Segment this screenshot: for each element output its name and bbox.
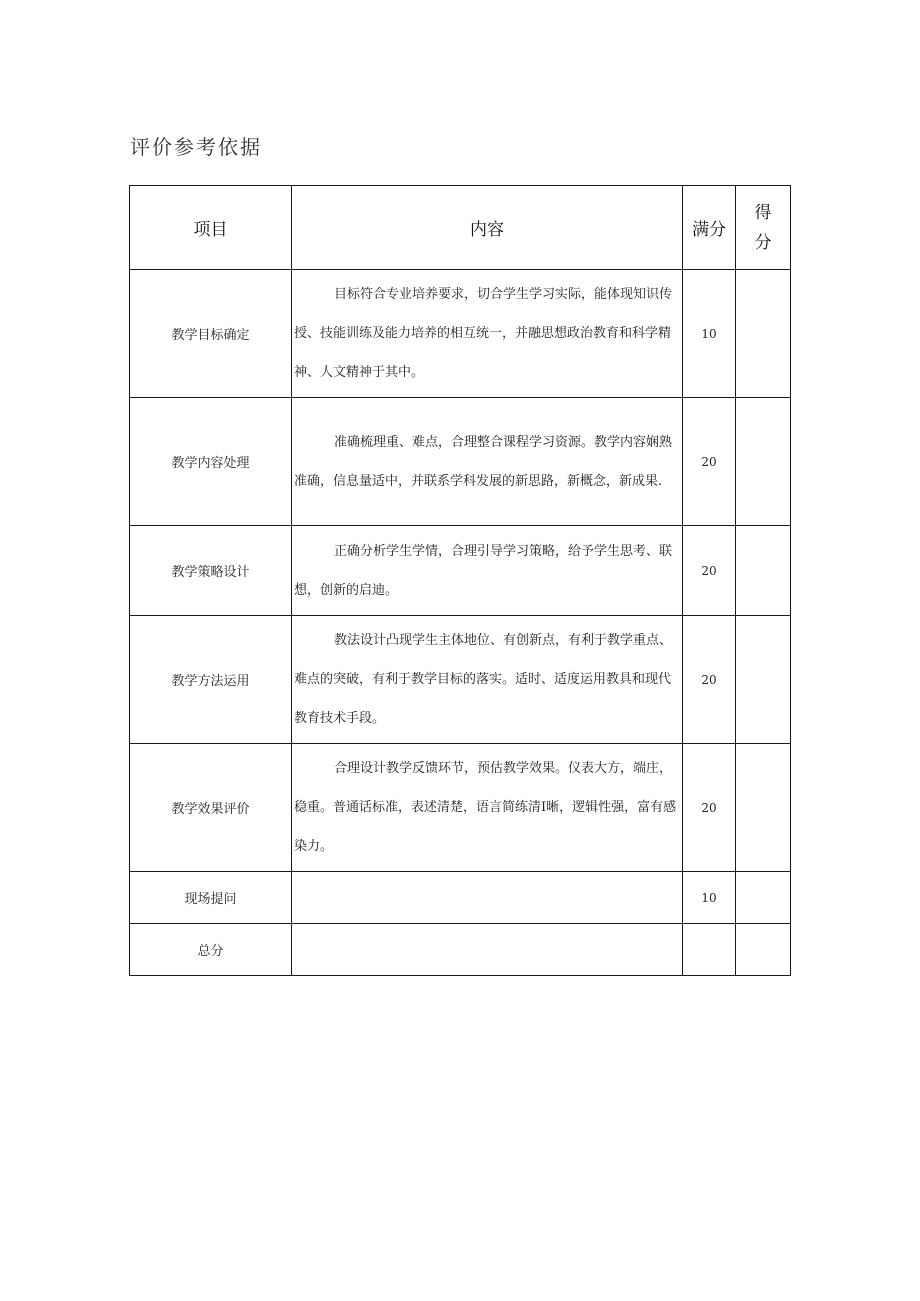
score-cell[interactable]	[736, 744, 791, 872]
content-text: 教法设计凸现学生主体地位、有创新点，有利于教学重点、难点的突破，有利于教学目标的落实。适时、适度运用教具和现代教育技术手段。	[294, 633, 673, 726]
evaluation-table	[129, 185, 791, 976]
table-row	[130, 398, 791, 526]
total-score-cell[interactable]	[736, 924, 791, 976]
content-cell	[292, 872, 683, 924]
content-cell	[292, 616, 683, 744]
table-row	[130, 270, 791, 398]
score-cell[interactable]	[736, 270, 791, 398]
total-row	[130, 924, 791, 976]
full-score-cell: 20	[683, 398, 736, 526]
full-score-cell	[683, 924, 736, 976]
content-text: 合理设计教学反馈环节，预估教学效果。仪表大方，端庄，稳重。普通话标准，表述清楚，语言简练清Ⅰ晰，逻辑性强，富有感染力。	[294, 761, 677, 854]
table-row	[130, 872, 791, 924]
item-cell: 教学方法运用	[130, 616, 292, 744]
content-cell	[292, 924, 683, 976]
item-cell: 教学内容处理	[130, 398, 292, 526]
header-score-top: 得	[754, 202, 772, 223]
full-score-cell: 20	[683, 744, 736, 872]
full-score-cell: 20	[683, 616, 736, 744]
item-cell: 教学目标确定	[130, 270, 292, 398]
page-title: 评价参考依据	[130, 135, 262, 159]
header-item: 项目	[130, 186, 292, 270]
item-cell: 现场提问	[130, 872, 292, 924]
full-score-cell: 10	[683, 872, 736, 924]
score-cell[interactable]	[736, 526, 791, 616]
content-cell	[292, 526, 683, 616]
content-cell	[292, 398, 683, 526]
total-label: 总分	[130, 924, 292, 976]
score-cell[interactable]	[736, 398, 791, 526]
content-text: 目标符合专业培养要求，切合学生学习实际，能体现知识传授、技能训练及能力培养的相互统一，并融思想政治教育和科学精神、人文精神于其中。	[294, 287, 673, 380]
content-cell	[292, 270, 683, 398]
full-score-cell: 10	[683, 270, 736, 398]
header-score-bottom: 分	[754, 232, 772, 253]
header-content: 内容	[292, 186, 683, 270]
header-row	[130, 186, 791, 270]
score-cell[interactable]	[736, 616, 791, 744]
content-cell	[292, 744, 683, 872]
header-score	[736, 186, 791, 270]
item-cell: 教学效果评价	[130, 744, 292, 872]
score-cell[interactable]	[736, 872, 791, 924]
table-row	[130, 616, 791, 744]
full-score-cell: 20	[683, 526, 736, 616]
content-text: 准确梳理重、难点，合理整合课程学习资源。教学内容娴熟准确，信息量适中，并联系学科发展的新思路，新概念，新成果.	[294, 434, 673, 489]
header-full-score: 满分	[683, 186, 736, 270]
table-row	[130, 526, 791, 616]
table-row	[130, 744, 791, 872]
content-text: 正确分析学生学情，合理引导学习策略，给予学生思考、联想，创新的启迪。	[294, 543, 673, 598]
item-cell: 教学策略设计	[130, 526, 292, 616]
